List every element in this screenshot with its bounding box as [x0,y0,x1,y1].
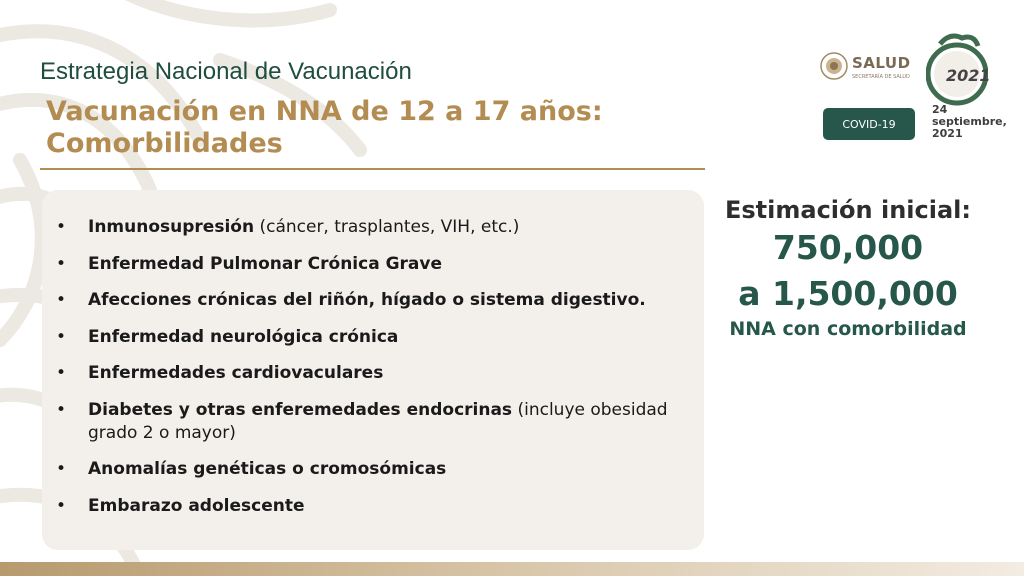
salud-logo-text: SALUD [852,54,911,72]
seal-year-text: 2021 [946,66,991,85]
page-title-line-2: Comorbilidades [46,128,283,159]
covid-19-badge: COVID-19 [823,108,915,140]
bottom-decorative-strip [0,562,1024,576]
estimate-value-to: a 1,500,000 [738,274,958,313]
estimate-value-from: 750,000 [772,228,924,267]
item-bold-text: Embarazo adolescente [88,495,305,516]
list-item [56,289,686,312]
list-item [56,216,686,239]
item-detail-text: (cáncer, trasplantes, VIH, etc.) [254,217,520,237]
salud-seal-icon [820,52,848,80]
salud-logo [820,52,920,92]
estimate-label: Estimación inicial: [725,196,971,224]
item-bold-text: Enfermedad neurológica crónica [88,326,399,347]
item-bold-text: Enfermedades cardiovaculares [88,363,384,383]
salud-logo-subtitle: SECRETARÍA DE SALUD [852,74,910,80]
date-month: septiembre, [932,115,1007,128]
item-bold-text: Enfermedad Pulmonar Crónica Grave [88,253,443,274]
page-title [46,96,603,160]
list-item [56,458,686,481]
estimate-subtitle: NNA con comorbilidad [729,318,967,340]
list-item [56,253,686,276]
item-bold-text: Anomalías genéticas o cromosómicas [88,459,447,479]
page-title-line-1: Vacunación en NNA de 12 a 17 años: [46,96,603,127]
list-item [56,326,686,349]
item-detail-text: (incluye obesidad grado 2 o mayor) [88,399,668,443]
item-bold-text: Inmunosupresión [88,217,255,237]
title-divider [40,168,705,170]
comorbidities-list [56,216,686,531]
presentation-date [932,104,1012,140]
section-supertitle: Estrategia Nacional de Vacunación [40,58,412,85]
list-item [56,495,686,518]
item-bold-text: Afecciones crónicas del riñón, hígado o sistema digestivo. [88,290,646,310]
date-year: 2021 [932,127,963,140]
list-item [56,399,686,445]
item-bold-text: Diabetes y otras enferemedades endocrinas [88,399,513,420]
date-day: 24 [932,103,948,116]
list-item [56,362,686,385]
